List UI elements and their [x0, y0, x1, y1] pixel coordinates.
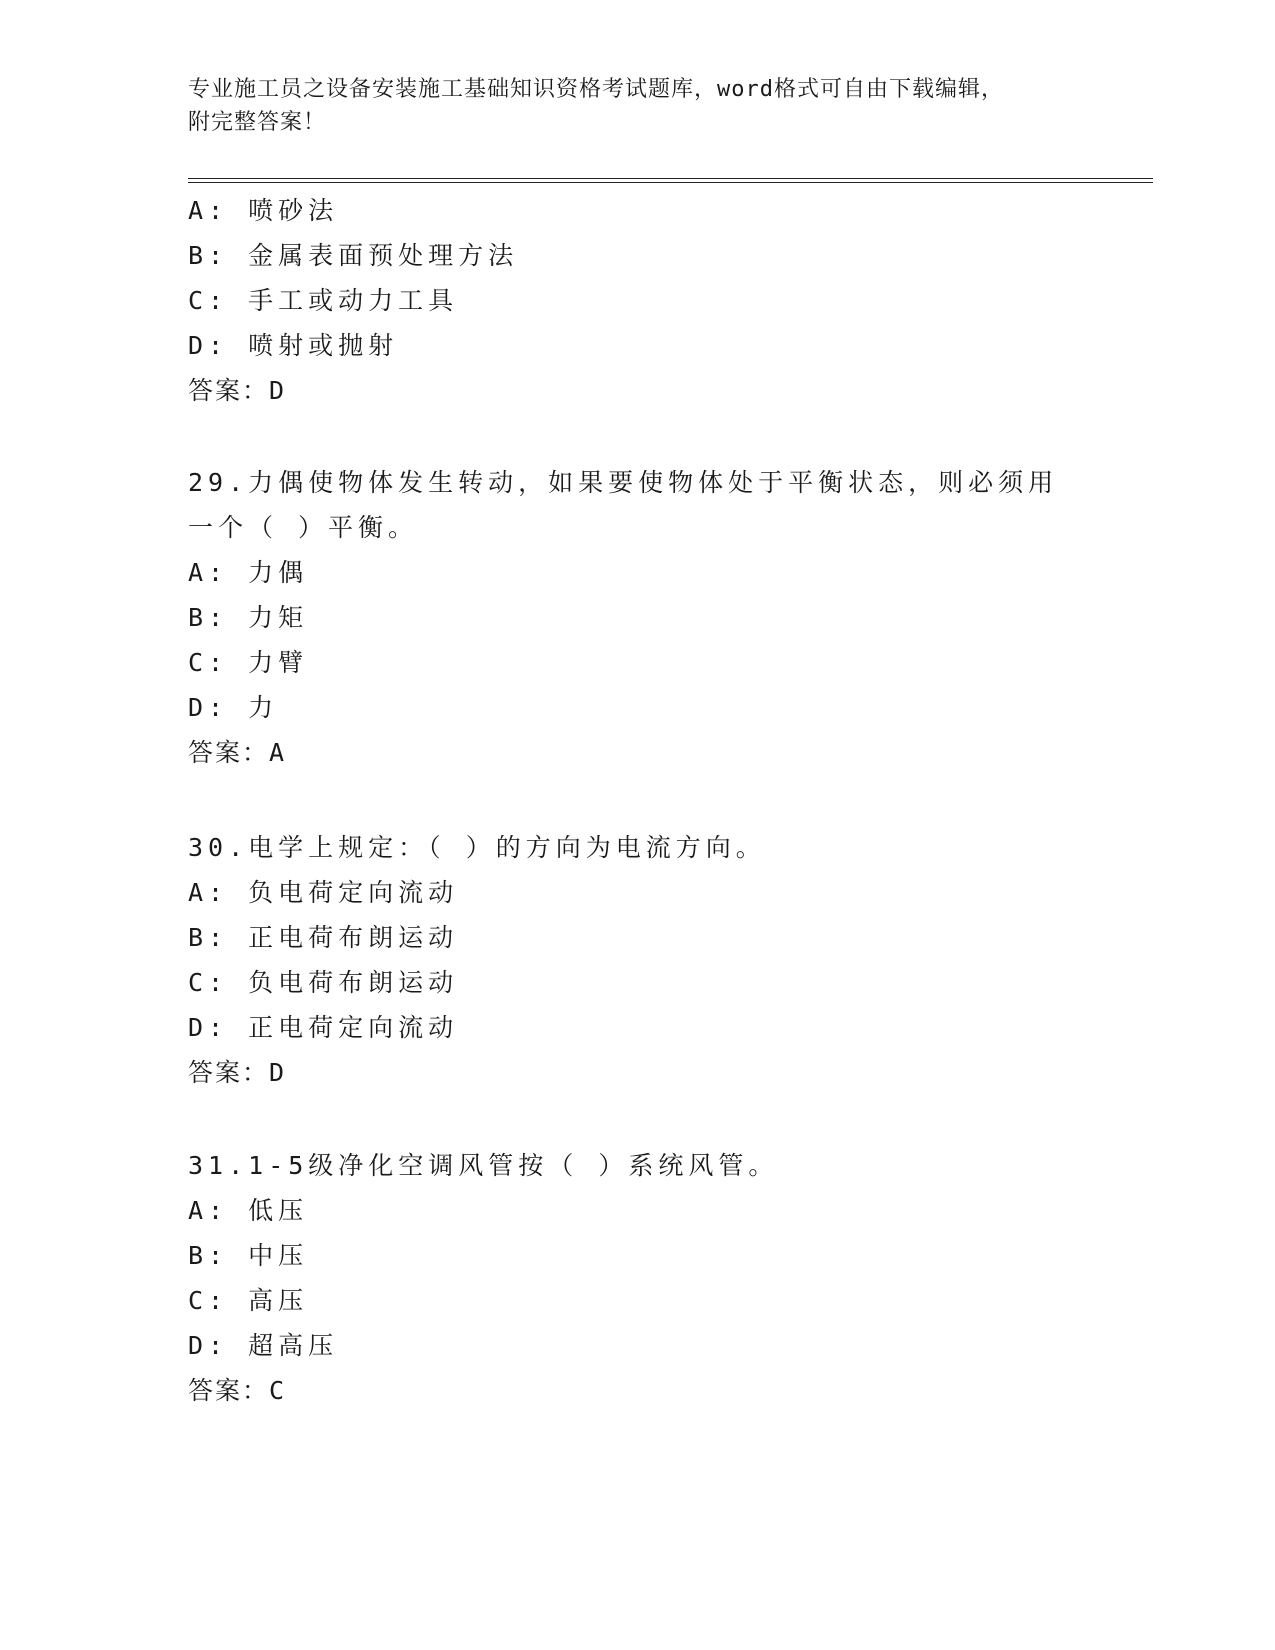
header-divider-bottom [188, 182, 1153, 183]
question-block [188, 1143, 1088, 1413]
option-d: D: 超高压 [188, 1331, 339, 1360]
question-stem: 31.1-5级净化空调风管按（ ）系统风管。 [188, 1151, 779, 1180]
option-b: B: 力矩 [188, 603, 309, 632]
option-c: C: 手工或动力工具 [188, 286, 459, 315]
option-b: B: 正电荷布朗运动 [188, 923, 459, 952]
answer: 答案：C [188, 1376, 287, 1405]
option-b: B: 中压 [188, 1241, 309, 1270]
header-line-1: 专业施工员之设备安装施工基础知识资格考试题库，word格式可自由下载编辑， [188, 77, 1004, 102]
option-a: A: 喷砂法 [188, 196, 339, 225]
answer: 答案：A [188, 738, 287, 767]
option-d: D: 力 [188, 693, 279, 722]
option-c: C: 力臂 [188, 648, 309, 677]
header-divider-top [188, 178, 1153, 179]
question-block [188, 460, 1088, 775]
option-c: C: 负电荷布朗运动 [188, 968, 459, 997]
question-block [188, 825, 1088, 1095]
header-line-2: 附完整答案！ [188, 110, 327, 135]
option-a: A: 力偶 [188, 558, 309, 587]
question-stem: 29.力偶使物体发生转动，如果要使物体处于平衡状态，则必须用一个（ ）平衡。 [188, 468, 1059, 542]
answer: 答案：D [188, 376, 287, 405]
question-stem: 30.电学上规定：（ ）的方向为电流方向。 [188, 833, 766, 862]
answer: 答案：D [188, 1058, 287, 1087]
option-a: A: 低压 [188, 1196, 309, 1225]
option-a: A: 负电荷定向流动 [188, 878, 459, 907]
option-c: C: 高压 [188, 1286, 309, 1315]
option-d: D: 正电荷定向流动 [188, 1013, 459, 1042]
question-block [188, 188, 1088, 413]
option-b: B: 金属表面预处理方法 [188, 241, 519, 270]
document-header [188, 73, 1088, 139]
option-d: D: 喷射或抛射 [188, 331, 399, 360]
